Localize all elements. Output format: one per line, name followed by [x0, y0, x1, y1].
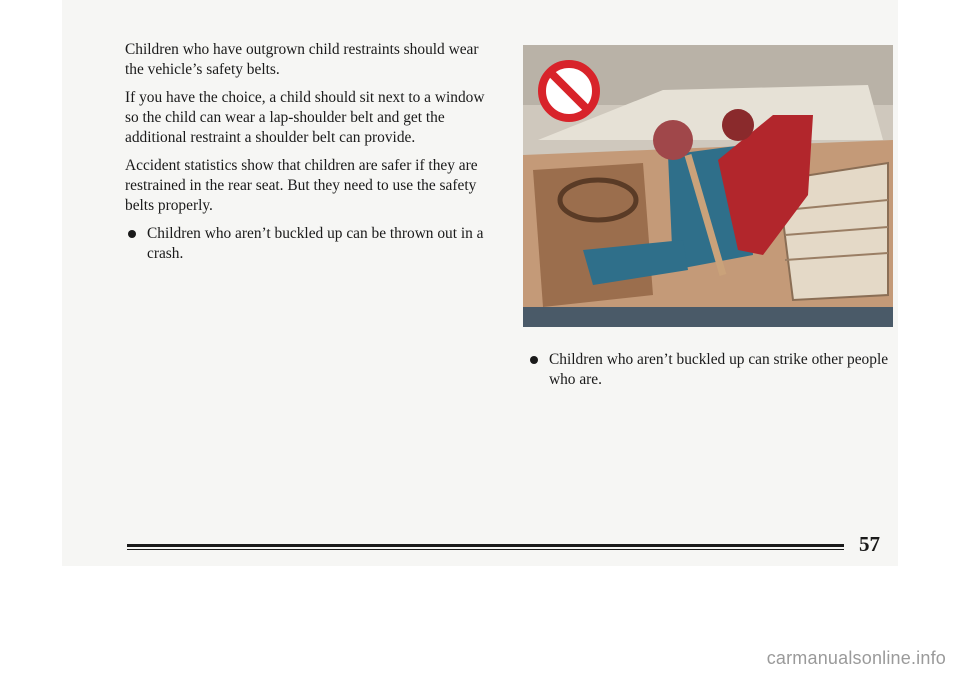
- footer-rule: [127, 549, 844, 550]
- bullet-icon: [128, 230, 136, 238]
- bullet-item: [527, 350, 889, 390]
- bullet-text: Children who aren’t buckled up can strike other people who are.: [549, 351, 889, 388]
- door-panel: [533, 163, 653, 307]
- footer-rule: [127, 544, 844, 547]
- front-occupant-head: [653, 120, 693, 160]
- left-column: [125, 40, 497, 264]
- paragraph: Accident statistics show that children are safer if they are restrained in the rear seat. But they need to use the safety belts properly.: [125, 157, 478, 214]
- page-number: 57: [859, 532, 880, 556]
- bullet-item: [125, 224, 497, 264]
- car-interior-illustration: [523, 45, 893, 327]
- paragraph: If you have the choice, a child should sit next to a window so the child can wear a lap-shoulder belt and get the additional restraint a shoulder belt can provide.: [125, 89, 485, 146]
- rear-child-head: [722, 109, 754, 141]
- site-watermark[interactable]: carmanualsonline.info: [766, 648, 946, 668]
- illustration-svg: [523, 45, 893, 327]
- floor-strip: [523, 307, 893, 327]
- paragraph: Children who have outgrown child restraints should wear the vehicle’s safety belts.: [125, 41, 479, 78]
- prohibition-icon: [542, 64, 596, 118]
- bullet-icon: [530, 356, 538, 364]
- bullet-text: Children who aren’t buckled up can be thrown out in a crash.: [147, 225, 484, 262]
